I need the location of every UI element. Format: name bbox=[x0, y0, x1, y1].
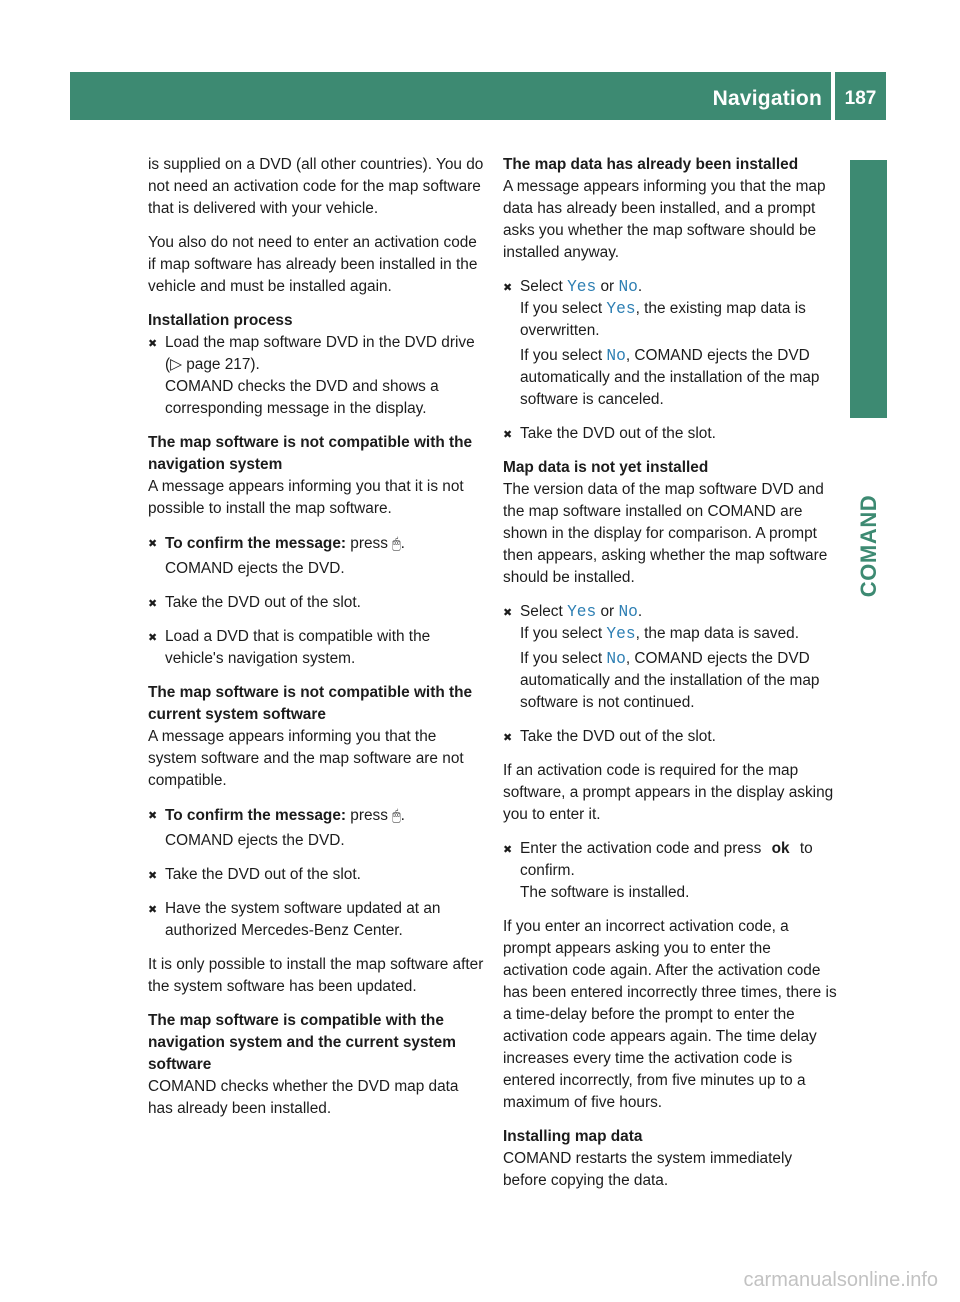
step-result: COMAND checks the DVD and shows a corresponding message in the display. bbox=[165, 378, 439, 417]
step-period: . bbox=[637, 603, 643, 620]
instruction-step bbox=[148, 592, 484, 614]
step-text-confirm: to confirm. bbox=[520, 840, 813, 879]
instruction-step bbox=[503, 838, 839, 904]
section-heading: The map software is not compatible with the current system software bbox=[148, 684, 473, 723]
option-yes: Yes bbox=[567, 603, 597, 621]
instruction-step bbox=[503, 423, 839, 445]
instruction-step bbox=[503, 276, 839, 411]
paragraph: COMAND checks whether the DVD map data has already been installed. bbox=[148, 1078, 459, 1117]
option-no: No bbox=[618, 278, 638, 296]
step-text bbox=[520, 276, 839, 298]
controller-press-icon: 🖱 bbox=[392, 807, 401, 823]
paragraph: A message appears informing you that it is not possible to install the map software. bbox=[148, 478, 464, 517]
option-no: No bbox=[618, 603, 638, 621]
step-text: ✖ Load a DVD that is compatible with the vehicle's navigation system. bbox=[165, 628, 431, 667]
step-text-yes-result: , the existing map data is overwritten. bbox=[520, 300, 806, 339]
step-text: ✖ Take the DVD out of the slot. bbox=[520, 425, 716, 442]
instruction-step bbox=[503, 601, 839, 714]
step-result bbox=[520, 648, 839, 714]
step-text-or: or bbox=[596, 278, 619, 295]
step-text-select: Select bbox=[520, 278, 568, 295]
step-text: ✖ Load the map software DVD in the DVD drive (▷ page 217). bbox=[165, 334, 475, 373]
section-heading: Map data is not yet installed bbox=[503, 459, 709, 476]
side-tab-text: COMAND bbox=[855, 494, 881, 598]
step-text bbox=[520, 601, 839, 623]
instruction-step bbox=[148, 332, 484, 420]
instruction-step bbox=[148, 804, 484, 852]
instruction-step bbox=[148, 898, 484, 942]
step-text: ✖ Have the system software updated at an authorized Mercedes-Benz Center. bbox=[165, 900, 441, 939]
step-text: ✖ Take the DVD out of the slot. bbox=[165, 594, 361, 611]
step-text bbox=[520, 838, 839, 882]
step-result bbox=[520, 345, 839, 411]
section-heading: Installing map data bbox=[503, 1128, 643, 1145]
paragraph: If you enter an incorrect activation code, a prompt appears asking you to enter the activation code again. After the activation code has been entered incorrectly three times, there is a time-delay before the prompt to enter the activation code appears again. The time delay increases every time the activation code is entered incorrectly, from five minutes up to a maximum of five hours. bbox=[503, 918, 837, 1111]
paragraph: is supplied on a DVD (all other countries). You do not need an activation code for the map software that is delivered with your vehicle. bbox=[148, 156, 484, 217]
paragraph: COMAND restarts the system immediately before copying the data. bbox=[503, 1150, 793, 1189]
step-text-if: If you select bbox=[520, 625, 607, 642]
step-text-no-result: , COMAND ejects the DVD automatically and the installation of the map software is not continued. bbox=[520, 650, 820, 711]
step-result: The software is installed. bbox=[520, 884, 690, 901]
controller-press-icon: 🖱 bbox=[392, 535, 401, 551]
step-text bbox=[165, 532, 484, 555]
step-text-yes-result: , the map data is saved. bbox=[635, 625, 799, 642]
paragraph: A message appears informing you that the system software and the map software are not compatible. bbox=[148, 728, 464, 789]
step-text-if: If you select bbox=[520, 347, 607, 364]
section-title: Navigation bbox=[712, 87, 822, 110]
option-yes: Yes bbox=[567, 278, 597, 296]
step-label: To confirm the message: bbox=[165, 535, 347, 552]
paragraph: You also do not need to enter an activation code if map software has already been installed in the vehicle and must be installed again. bbox=[148, 234, 478, 295]
option-no: No bbox=[606, 347, 626, 365]
left-column bbox=[148, 154, 484, 1132]
paragraph: It is only possible to install the map software after the system software has been updated. bbox=[148, 956, 484, 995]
step-text-if: If you select bbox=[520, 650, 607, 667]
step-label: To confirm the message: bbox=[165, 807, 347, 824]
step-result: COMAND ejects the DVD. bbox=[165, 560, 345, 577]
instruction-step bbox=[503, 726, 839, 748]
step-text: ✖ Take the DVD out of the slot. bbox=[165, 866, 361, 883]
section-heading: The map data has already been installed bbox=[503, 156, 799, 173]
step-period: . bbox=[400, 535, 405, 552]
option-no: No bbox=[606, 650, 626, 668]
watermark-text: carmanualsonline.info bbox=[743, 1269, 938, 1291]
step-result bbox=[520, 298, 839, 342]
step-period: . bbox=[400, 807, 405, 824]
step-text bbox=[165, 804, 484, 827]
step-text-if: If you select bbox=[520, 300, 607, 317]
step-text: ✖ Take the DVD out of the slot. bbox=[520, 728, 716, 745]
option-yes: Yes bbox=[606, 625, 636, 643]
step-period: . bbox=[637, 278, 643, 295]
paragraph: If an activation code is required for the map software, a prompt appears in the display asking you to enter it. bbox=[503, 762, 834, 823]
section-heading: Installation process bbox=[148, 312, 293, 329]
step-text-press: press bbox=[346, 807, 393, 824]
right-column bbox=[503, 154, 839, 1204]
step-result: COMAND ejects the DVD. bbox=[165, 832, 345, 849]
option-yes: Yes bbox=[606, 300, 636, 318]
paragraph: A message appears informing you that the map data has already been installed, and a prompt asks you whether the map software should be installed anyway. bbox=[503, 178, 826, 261]
side-tab-marker bbox=[850, 160, 887, 418]
step-text-enter: Enter the activation code and press bbox=[520, 840, 762, 857]
paragraph: The version data of the map software DVD and the map software installed on COMAND are shown in the display for comparison. A prompt then appears, asking whether the map software should be installed. bbox=[503, 481, 828, 586]
step-result bbox=[520, 623, 839, 645]
step-text-no-result: , COMAND ejects the DVD automatically and the installation of the map software is canceled. bbox=[520, 347, 820, 408]
ok-button-icon: ok bbox=[771, 840, 790, 857]
page-number: 187 bbox=[844, 88, 877, 109]
instruction-step bbox=[148, 532, 484, 580]
instruction-step bbox=[148, 864, 484, 886]
side-tab-label bbox=[850, 418, 887, 674]
section-heading: The map software is not compatible with the navigation system bbox=[148, 434, 473, 473]
step-text-press: press bbox=[346, 535, 393, 552]
step-text-or: or bbox=[596, 603, 619, 620]
step-text-select: Select bbox=[520, 603, 568, 620]
instruction-step bbox=[148, 626, 484, 670]
section-heading: The map software is compatible with the navigation system and the current system software bbox=[148, 1012, 456, 1073]
